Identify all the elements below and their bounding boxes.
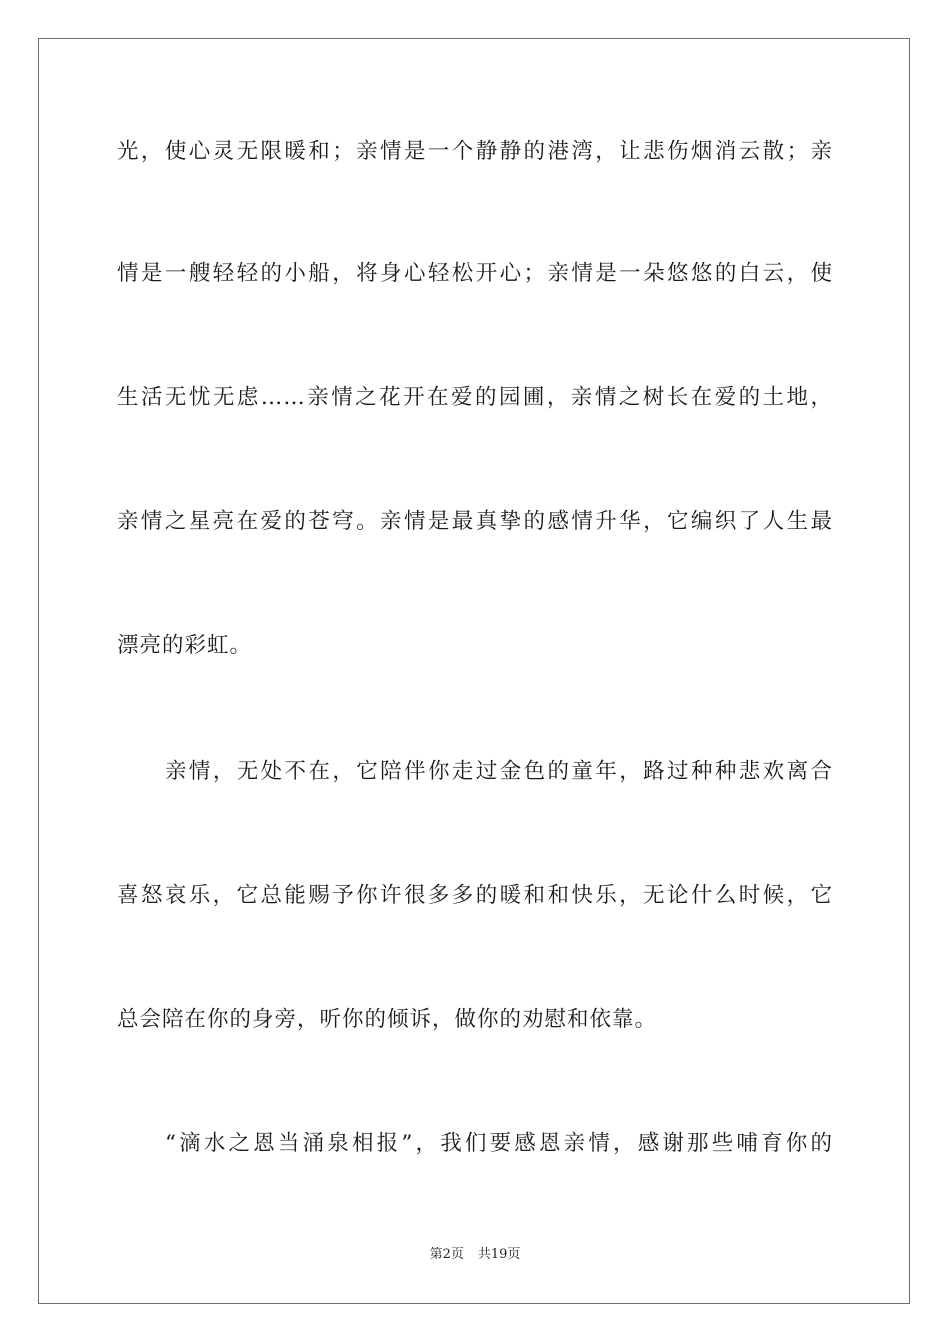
total-pages: 共19页 [477, 1247, 521, 1262]
page-footer [0, 1246, 950, 1264]
page-number: 第2页 [429, 1247, 464, 1262]
body-text-line: 光，使心灵无限暖和；亲情是一个静静的港湾，让悲伤烟消云散；亲 [117, 139, 833, 164]
body-text-paragraph-start: “滴水之恩当涌泉相报”，我们要感恩亲情，感谢那些哺育你的 [165, 1131, 833, 1156]
body-text-line: 喜怒哀乐，它总能赐予你许很多多的暖和和快乐，无论什么时候，它 [117, 883, 833, 908]
body-text-line: 情是一艘轻轻的小船，将身心轻松开心；亲情是一朵悠悠的白云，使 [117, 261, 833, 286]
page-border [38, 38, 910, 1304]
body-text-line: 生活无忧无虑……亲情之花开在爱的园圃，亲情之树长在爱的土地， [117, 385, 833, 410]
body-text-paragraph-start: 亲情，无处不在，它陪伴你走过金色的童年，路过种种悲欢离合 [165, 759, 833, 784]
body-text-line: 亲情之星亮在爱的苍穹。亲情是最真挚的感情升华，它编织了人生最 [117, 509, 833, 534]
body-text-line: 总会陪在你的身旁，听你的倾诉，做你的劝慰和依靠。 [117, 1007, 658, 1032]
body-text-line: 漂亮的彩虹。 [117, 633, 253, 658]
